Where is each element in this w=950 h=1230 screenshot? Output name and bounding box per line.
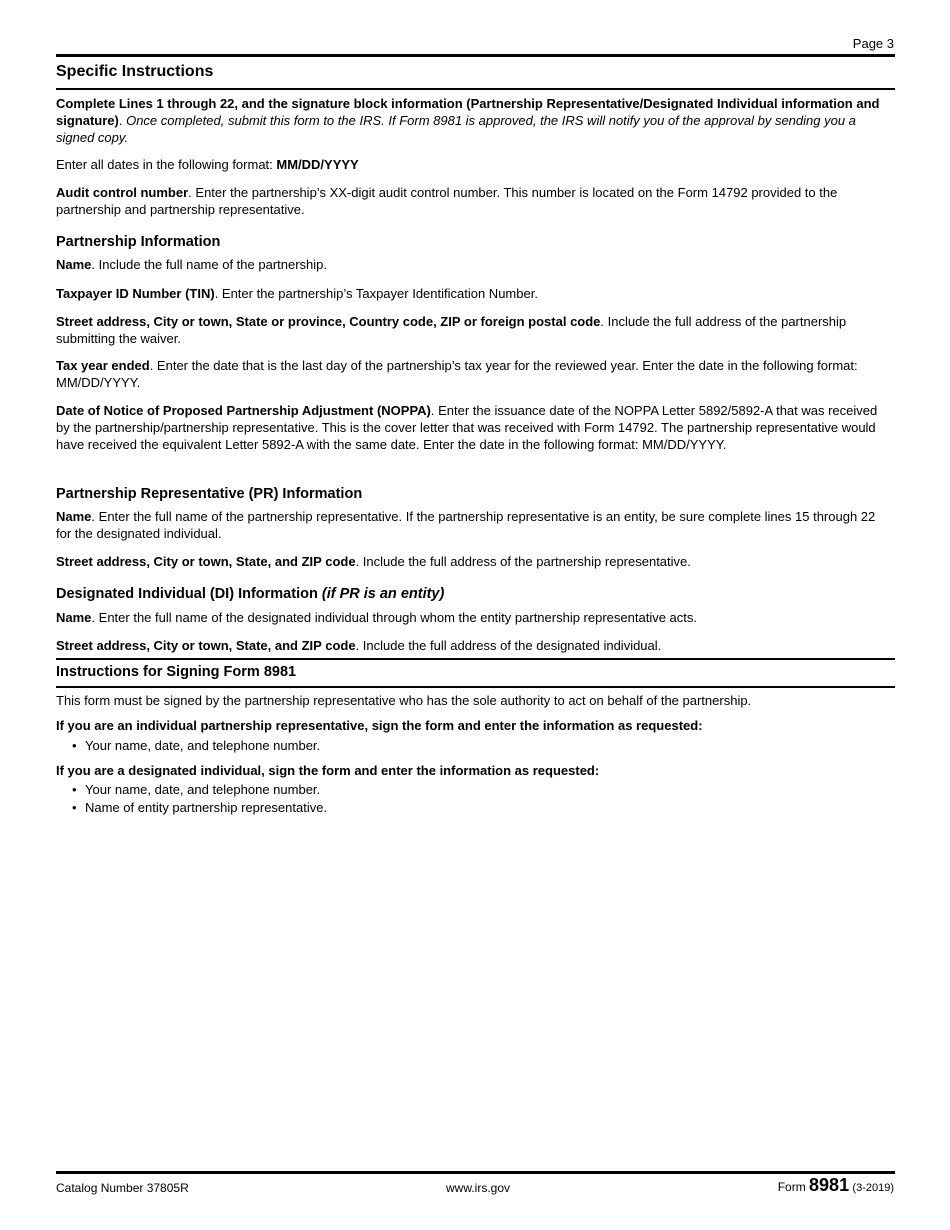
individual-lead: If you are an individual partnership representative, sign the form and enter the information as requested:: [56, 718, 703, 733]
pr-name-term: Name: [56, 509, 92, 524]
form-revision: (3-2019): [852, 1182, 894, 1194]
list-item-text: Name of entity partnership representative.: [85, 800, 328, 815]
partnership-tin-term: Taxpayer ID Number (TIN): [56, 286, 215, 301]
tax-year-paragraph: [56, 357, 886, 391]
pr-name-text: . Enter the full name of the partnership representative. If the partnership representative is an entity, be sure complete lines 15 through 22 for the designated individual.: [56, 509, 876, 541]
audit-control-paragraph: [56, 184, 886, 218]
di-heading: [56, 586, 444, 602]
tax-year-term: Tax year ended: [56, 358, 150, 373]
top-rule: [56, 54, 895, 57]
page-number: Page 3: [852, 36, 894, 51]
footer-rule: [56, 1171, 895, 1174]
di-name-text: . Enter the full name of the designated individual through whom the entity partnership representative acts.: [91, 610, 698, 625]
date-format-text: Enter all dates in the following format:: [56, 157, 277, 172]
intro-italic: Once completed, submit this form to the IRS. If Form 8981 is approved, the IRS will notify you of the approval by sending you a signed copy.: [56, 113, 856, 145]
bullet-icon: •: [72, 782, 77, 797]
di-name-paragraph: [56, 609, 886, 626]
noppa-text: . Enter the issuance date of the NOPPA Letter 5892/5892-A that was received by the partnership/partnership representative. This is the cover letter that was received with Form 14792. The partnership representative would have received the equivalent Letter 5892-A with the same date. Enter the date in the following format: MM/DD/YYYY.: [56, 403, 878, 452]
intro-paragraph: [56, 95, 886, 146]
catalog-number: Catalog Number 37805R: [56, 1181, 189, 1195]
pr-heading: Partnership Representative (PR) Information: [56, 486, 363, 502]
di-heading-text: Designated Individual (DI) Information: [56, 586, 318, 602]
form-number: 8981: [809, 1175, 850, 1195]
title-rule: [56, 88, 895, 90]
signing-paragraph: This form must be signed by the partnership representative who has the sole authority to act on behalf of the partnership.: [56, 693, 752, 708]
intro-period: .: [118, 113, 123, 128]
website-link[interactable]: www.irs.gov: [446, 1181, 511, 1195]
pr-address-term: Street address, City or town, State, and ZIP code: [56, 554, 356, 569]
signing-bottom-rule: [56, 686, 895, 688]
partnership-name-paragraph: [56, 256, 886, 273]
list-item: [72, 781, 320, 798]
di-name-term: Name: [56, 610, 92, 625]
section-title: Specific Instructions: [56, 63, 214, 80]
form-identifier: [778, 1175, 894, 1196]
date-format-value: MM/DD/YYYY: [276, 157, 359, 172]
di-address-term: Street address, City or town, State, and ZIP code: [56, 638, 356, 653]
intro-bold: Complete Lines 1 through 22, and the signature block information (Partnership Representative/Designated Individual information and signature): [56, 96, 880, 128]
audit-control-text: . Enter the partnership’s XX-digit audit control number. This number is located on the Form 14792 provided to the partnership and partnership representative.: [56, 185, 838, 217]
pr-name-paragraph: [56, 508, 886, 542]
noppa-paragraph: [56, 402, 886, 453]
partnership-address-paragraph: [56, 313, 886, 347]
date-format-paragraph: [56, 156, 886, 173]
pr-address-text: . Include the full address of the partnership representative.: [355, 554, 691, 569]
partnership-name-text: . Include the full name of the partnership.: [91, 257, 328, 272]
pr-address-paragraph: [56, 553, 886, 570]
designated-lead: If you are a designated individual, sign the form and enter the information as requested:: [56, 763, 600, 778]
tax-year-text: . Enter the date that is the last day of the partnership’s tax year for the reviewed year. Enter the date in the following format: MM/DD/YYYY.: [56, 358, 858, 390]
partnership-address-term: Street address, City or town, State or province, Country code, ZIP or foreign postal code: [56, 314, 601, 329]
signing-top-rule: [56, 658, 895, 660]
partnership-address-text: . Include the full address of the partnership submitting the waiver.: [56, 314, 847, 346]
partnership-tin-paragraph: [56, 285, 886, 302]
partnership-name-term: Name: [56, 257, 92, 272]
noppa-term: Date of Notice of Proposed Partnership Adjustment (NOPPA): [56, 403, 431, 418]
di-address-paragraph: [56, 637, 886, 654]
partnership-tin-text: . Enter the partnership’s Taxpayer Identification Number.: [214, 286, 538, 301]
bullet-icon: •: [72, 738, 77, 753]
list-item-text: Your name, date, and telephone number.: [85, 738, 321, 753]
di-heading-italic: (if PR is an entity): [321, 586, 445, 602]
bullet-icon: •: [72, 800, 77, 815]
list-item: [72, 799, 327, 816]
partnership-heading: Partnership Information: [56, 234, 221, 250]
signing-heading: Instructions for Signing Form 8981: [56, 664, 297, 680]
list-item-text: Your name, date, and telephone number.: [85, 782, 321, 797]
list-item: [72, 737, 320, 754]
di-address-text: . Include the full address of the designated individual.: [355, 638, 662, 653]
form-prefix: Form: [777, 1180, 806, 1194]
audit-control-term: Audit control number: [56, 185, 189, 200]
